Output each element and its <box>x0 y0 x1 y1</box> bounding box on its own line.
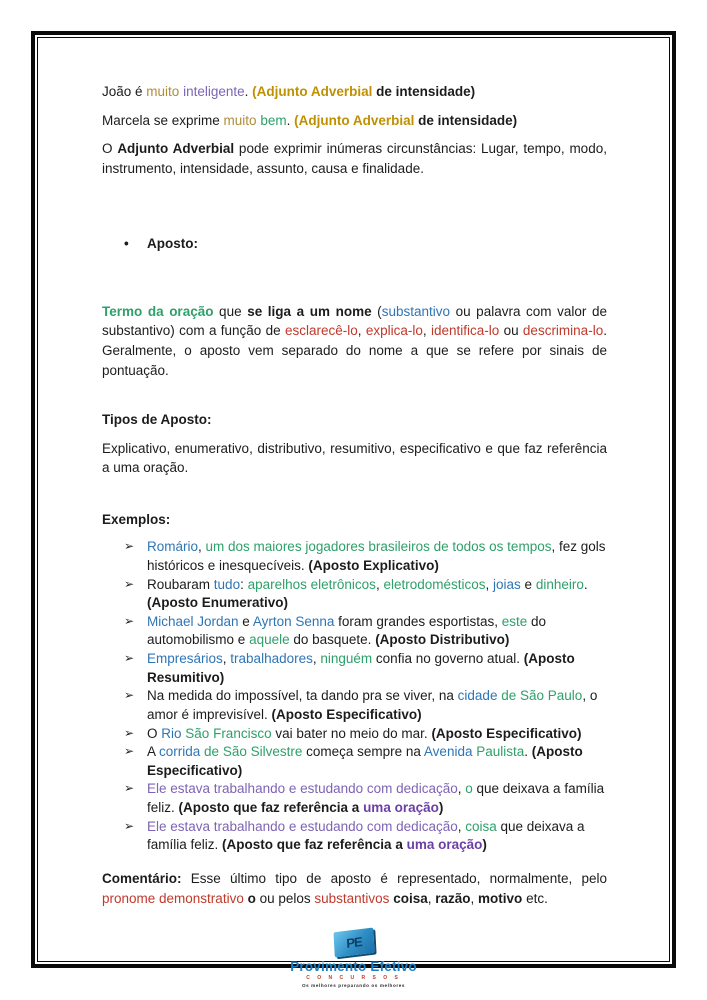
text-run: Ele estava trabalhando e estudando com dedicação <box>147 818 458 834</box>
text-run: uma oração <box>363 800 439 816</box>
bullet-item <box>102 234 607 254</box>
text-run: motivo <box>478 890 523 906</box>
text-run: pode exprimir inúmeras circunstâncias: Lugar, tempo, modo, instrumento, intensidade, assunto, causa e finalidade. <box>102 141 607 176</box>
text-run: Exemplos: <box>102 511 171 527</box>
list-item <box>102 576 607 613</box>
text-run: Empresários <box>147 651 223 667</box>
text-run: de São Paulo <box>501 688 583 704</box>
list-item <box>102 538 607 575</box>
section-heading <box>102 510 607 530</box>
text-run: trabalhadores <box>230 651 313 667</box>
text-run: : <box>240 576 248 592</box>
text-run: , o amor é imprevisível. <box>147 688 598 722</box>
text-run: Michael Jordan <box>147 613 239 629</box>
section-heading <box>102 410 607 430</box>
text-run: , <box>457 818 466 834</box>
text-run: de São Silvestre <box>204 744 303 760</box>
arrow-bullet-icon: ➢ <box>124 576 135 591</box>
text-run: , <box>427 890 436 906</box>
text-run: identifica-lo <box>430 323 500 339</box>
paragraph <box>102 869 607 908</box>
text-run: . <box>524 744 532 760</box>
text-run: . <box>583 576 588 592</box>
arrow-bullet-icon: ➢ <box>124 781 135 796</box>
text-run: (Adjunto Adverbial <box>294 112 415 128</box>
list-item <box>102 687 607 724</box>
text-run: O <box>102 141 118 157</box>
text-run: e <box>238 613 253 629</box>
logo-subtitle: C O N C U R S O S <box>306 975 401 982</box>
text-run: , <box>375 576 384 592</box>
text-run: ou pelos <box>255 890 315 906</box>
text-run: O <box>147 725 162 741</box>
text-run: esclarecê-lo <box>284 323 358 339</box>
text-run: Ayrton Senna <box>252 613 335 629</box>
text-run: se liga a um nome <box>247 303 372 319</box>
text-run: , fez gols históricos e inesquecíveis. <box>147 539 606 573</box>
text-run: descrimina-lo <box>522 323 604 339</box>
page-border <box>31 31 676 988</box>
text-run: pronome demonstrativo <box>102 890 244 906</box>
text-run: , <box>222 651 231 667</box>
list-item <box>102 613 607 650</box>
text-run: Rio <box>161 725 182 741</box>
text-run: coisa <box>465 818 497 834</box>
text-run: de intensidade) <box>372 84 476 99</box>
text-run: tudo <box>213 576 241 592</box>
text-run: (Aposto Especificativo) <box>147 744 583 778</box>
text-run: Explicativo, enumerativo, distributivo, resumitivo, especificativo e que faz referência a uma oração. <box>102 440 607 476</box>
text-run: (Aposto Enumerativo) <box>147 595 289 611</box>
text-run: Ele estava trabalhando e estudando com dedicação <box>147 781 458 797</box>
text-run: (Adjunto Adverbial <box>252 84 373 99</box>
text-run: Comentário: <box>102 870 182 886</box>
paragraph <box>102 111 607 131</box>
text-run: explica-lo <box>365 323 423 339</box>
paragraph <box>102 82 607 102</box>
list-item <box>102 743 607 780</box>
text-run: joias <box>493 576 521 592</box>
arrow-bullet-icon: ➢ <box>124 818 135 833</box>
text-run: coisa <box>393 890 428 906</box>
arrow-bullet-icon: ➢ <box>124 539 135 554</box>
text-run: substantivos <box>314 890 390 906</box>
text-run: o <box>465 781 473 797</box>
text-run: (Aposto Especificativo) <box>431 725 582 741</box>
text-run: dinheiro <box>535 576 584 592</box>
paragraph <box>102 439 607 478</box>
text-run: cidade <box>457 688 498 704</box>
bullet-dot-icon: • <box>124 236 129 252</box>
logo <box>38 930 669 988</box>
text-run: (Aposto Resumitivo) <box>147 651 575 685</box>
text-run: A <box>147 744 160 760</box>
arrow-bullet-icon: ➢ <box>124 651 135 666</box>
text-run: (Aposto que faz referência a <box>222 837 407 853</box>
text-run: João é <box>102 84 147 99</box>
text-run: . <box>244 84 253 99</box>
text-run: substantivo <box>381 303 450 319</box>
text-run: Paulista <box>476 744 525 760</box>
arrow-bullet-icon: ➢ <box>124 613 135 628</box>
text-run: ) <box>482 837 487 853</box>
text-run: e <box>520 576 536 592</box>
page-border-inner <box>37 37 670 988</box>
text-run: Roubaram <box>147 576 214 592</box>
document-body <box>38 38 669 908</box>
text-run: muito <box>223 112 257 128</box>
text-run: , <box>357 323 366 339</box>
text-run: Termo da oração <box>102 303 214 319</box>
text-run: de intensidade) <box>414 112 518 128</box>
text-run: uma oração <box>406 837 483 853</box>
list-item <box>102 725 607 744</box>
text-run: (Aposto Explicativo) <box>308 557 439 573</box>
text-run: ou palavra com valor de substantivo) com a função de <box>102 303 608 339</box>
list-item <box>102 780 607 817</box>
text-run: bem <box>260 112 287 128</box>
text-run: confia no governo atual. <box>372 651 524 667</box>
text-run: um dos maiores jogadores brasileiros de todos os tempos <box>205 539 552 555</box>
text-run: que deixava a família feliz. <box>147 781 605 816</box>
text-run: ou <box>499 323 523 339</box>
logo-monogram: PE <box>345 934 362 952</box>
text-run: Aposto: <box>147 236 198 252</box>
text-run: ninguém <box>320 651 373 667</box>
text-run: Romário <box>147 539 199 555</box>
text-run: este <box>501 613 528 629</box>
text-run: o <box>247 890 256 906</box>
logo-name: Provimento Efetivo <box>290 959 417 975</box>
text-run: que <box>213 303 248 319</box>
text-run: . Geralmente, o aposto vem separado do nome a que se refere por sinais de pontuação. <box>102 323 607 378</box>
pe-cube-logo-icon <box>333 928 374 958</box>
text-run: que deixava a família feliz. <box>147 818 585 853</box>
list-item <box>102 650 607 687</box>
list-item <box>102 818 607 855</box>
text-run: (Aposto Distributivo) <box>375 632 510 648</box>
text-run: ) <box>438 800 444 816</box>
paragraph <box>102 302 607 380</box>
text-run: inteligente <box>183 84 245 99</box>
text-run: , <box>312 651 321 667</box>
text-run: Marcela se exprime <box>102 112 224 128</box>
paragraph <box>102 139 607 178</box>
text-run: , <box>422 323 431 339</box>
logo-tagline: Os melhores preparando os melhores <box>301 982 406 988</box>
text-run: , <box>457 781 466 797</box>
text-run: , <box>198 539 206 555</box>
text-run: Na medida do impossível, ta dando pra se viver, na <box>147 688 458 704</box>
text-run: aparelhos eletrônicos <box>247 576 376 592</box>
text-run: São Francisco <box>185 725 272 741</box>
text-run: corrida <box>159 744 201 760</box>
text-run: Adjunto Adverbial <box>117 141 235 157</box>
text-run: Avenida <box>423 744 473 760</box>
text-run: Tipos de Aposto: <box>102 412 212 428</box>
text-run: . <box>286 112 295 128</box>
text-run: vai bater no meio do mar. <box>271 725 432 741</box>
text-run: ( <box>371 303 382 319</box>
example-list <box>102 538 607 855</box>
text-run: , <box>470 890 479 906</box>
arrow-bullet-icon: ➢ <box>124 744 135 759</box>
text-run: aquele <box>249 632 290 648</box>
text-run: muito <box>146 84 180 99</box>
text-run: Esse último tipo de aposto é representado, normalmente, pelo <box>181 870 607 886</box>
text-run: , <box>485 576 494 592</box>
text-run: foram grandes esportistas, <box>334 613 502 629</box>
text-run: começa sempre na <box>302 744 424 760</box>
text-run: razão <box>435 890 471 906</box>
text-run: (Aposto que faz referência a <box>178 800 364 816</box>
arrow-bullet-icon: ➢ <box>124 688 135 703</box>
text-run: do basquete. <box>289 632 376 648</box>
text-run: eletrodomésticos <box>383 576 486 592</box>
text-run: do automobilismo e <box>147 613 547 648</box>
text-run: etc. <box>522 890 548 906</box>
text-run: (Aposto Especificativo) <box>271 706 422 722</box>
arrow-bullet-icon: ➢ <box>124 725 135 740</box>
